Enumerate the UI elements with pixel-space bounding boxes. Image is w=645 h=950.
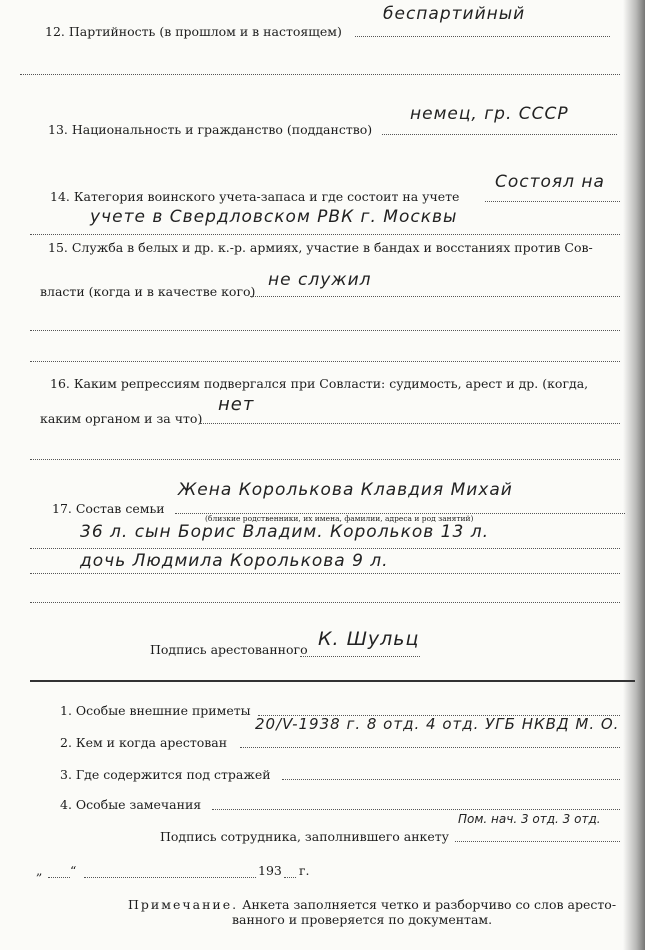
q12-extra-line xyxy=(20,74,620,75)
page-shadow-edge xyxy=(623,0,645,950)
date-quote-open: „ xyxy=(36,863,43,878)
q13-label: 13. Национальность и гражданство (подданство) xyxy=(48,122,373,137)
s2-line xyxy=(240,747,620,748)
q17-answer-2: 36 л. сын Борис Владим. Корольков 13 л. xyxy=(80,522,489,542)
q17-label: 17. Состав семьи xyxy=(52,501,165,516)
q16-answer: нет xyxy=(218,394,255,415)
officer-signature-line xyxy=(455,841,620,842)
q14-label: 14. Категория воинского учета-запаса и где состоит на учете xyxy=(50,189,460,204)
q13-line xyxy=(382,134,617,135)
q17-answer-1: Жена Королькова Клавдия Михай xyxy=(178,480,513,500)
arrested-signature: К. Шульц xyxy=(318,628,420,650)
q15-line xyxy=(250,296,620,297)
date-year: 193 xyxy=(258,863,282,878)
date-day-line xyxy=(48,877,70,878)
q17-line-2 xyxy=(30,548,620,549)
s2-answer: 20/V-1938 г. 8 отд. 4 отд. УГБ НКВД М. О. xyxy=(255,715,620,733)
q17-hint: (близкие родственники, их имена, фамилии, адреса и род занятий) xyxy=(205,514,474,523)
date-year-line xyxy=(284,877,296,878)
note-text-1: Анкета заполняется четко и разборчиво со слов аресто- xyxy=(242,897,617,912)
date-quote-close: “ xyxy=(70,863,77,878)
q16-label-2: каким органом и за что) xyxy=(40,411,203,426)
q15-answer: не служил xyxy=(268,270,372,290)
q12-answer: беспартийный xyxy=(383,4,526,24)
note-text-2: ванного и проверяется по документам. xyxy=(232,912,493,927)
s4-line xyxy=(212,809,620,810)
q15-label-2: власти (когда и в качестве кого) xyxy=(40,284,256,299)
s3-line xyxy=(282,779,620,780)
date-month-line xyxy=(84,877,256,878)
q14-answer-2: учете в Свердловском РВК г. Москвы xyxy=(90,207,458,227)
q17-answer-3: дочь Людмила Королькова 9 л. xyxy=(80,551,389,571)
section-divider xyxy=(30,680,635,682)
q13-answer: немец, гр. СССР xyxy=(410,104,569,124)
q17-line-3 xyxy=(30,573,620,574)
q15-extra-line-1 xyxy=(30,330,620,331)
s1-label: 1. Особые внешние приметы xyxy=(60,703,251,718)
q14-line-2 xyxy=(30,234,620,235)
q12-label: 12. Партийность (в прошлом и в настоящем) xyxy=(45,24,342,39)
q16-extra-line xyxy=(30,459,620,460)
note-line-1 xyxy=(128,897,616,912)
q15-extra-line-2 xyxy=(30,361,620,362)
note-title: Примечание. xyxy=(128,897,239,912)
q14-answer-1: Состоял на xyxy=(495,172,605,192)
q17-line-4 xyxy=(30,602,620,603)
s3-label: 3. Где содержится под стражей xyxy=(60,767,271,782)
arrested-signature-label: Подпись арестованного xyxy=(150,642,308,657)
s2-label: 2. Кем и когда арестован xyxy=(60,735,228,750)
date-suffix: г. xyxy=(299,863,310,878)
q12-line xyxy=(355,36,610,37)
officer-signature: Пом. нач. 3 отд. 3 отд. xyxy=(458,812,601,826)
officer-signature-label: Подпись сотрудника, заполнившего анкету xyxy=(160,829,450,844)
q16-label-1: 16. Каким репрессиям подвергался при Совласти: судимость, арест и др. (когда, xyxy=(50,376,589,391)
q15-label-1: 15. Служба в белых и др. к.-р. армиях, участие в бандах и восстаниях против Сов- xyxy=(48,240,593,255)
s4-label: 4. Особые замечания xyxy=(60,797,202,812)
q16-line xyxy=(200,423,620,424)
arrested-signature-line xyxy=(300,656,420,657)
q14-line-1 xyxy=(485,201,620,202)
